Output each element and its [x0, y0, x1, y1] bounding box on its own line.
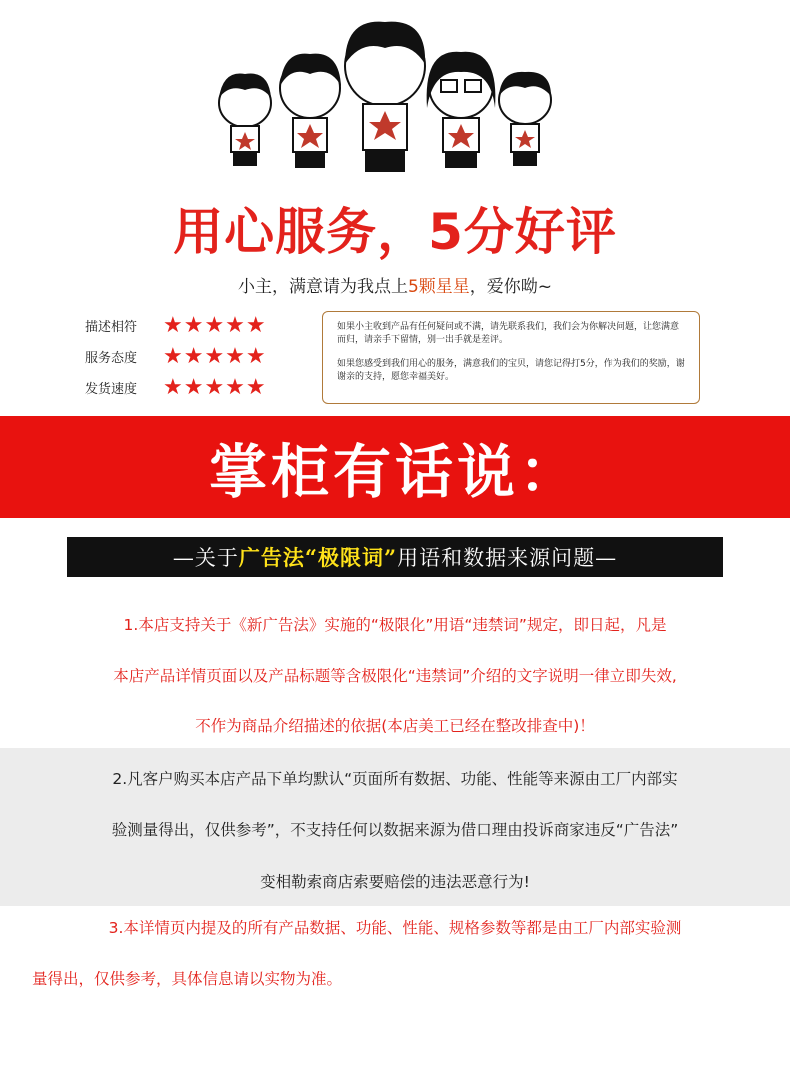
subbar-highlight-2: “极限词”: [304, 545, 398, 570]
note-paragraph-2: 如果您感受到我们用心的服务，满意我们的宝贝，请您记得打5分，作为我们的奖励，谢谢亲的支持，愿您幸福美好。: [337, 359, 685, 382]
ad-law-subheading: [67, 537, 723, 577]
subbar-highlight-1: 广告法: [238, 545, 305, 570]
notice-line: 不作为商品介绍描述的依据(本店美工已经在整改排查中)！: [195, 717, 595, 735]
notice-paragraph-3: [0, 906, 790, 1016]
subline-after: ，爱你呦~: [469, 277, 553, 297]
kid-1: [219, 74, 271, 167]
kid-5: [499, 72, 551, 166]
rating-label: 描述相符: [85, 320, 138, 335]
star-rating-icon: ★★★★★: [163, 343, 267, 369]
notice-line: 1.本店支持关于《新广告法》实施的“极限化”用语“违禁词”规定，即日起，凡是: [123, 616, 667, 634]
subline-highlight: 5颗星星: [407, 277, 470, 297]
cartoon-kids-illustration: [205, 8, 565, 188]
kid-3: [345, 22, 425, 172]
notice-paragraph-1: [0, 600, 790, 748]
note-paragraph-1: 如果小主收到产品有任何疑问或不满，请先联系我们，我们会为你解决问题，让您满意而归，请亲手下留情，别一出手就是差评。: [337, 322, 680, 345]
subbar-right: 用语和数据来源问题—: [397, 546, 618, 570]
notice-line: 3.本详情页内提及的所有产品数据、功能、性能、规格参数等都是由工厂内部实验测: [108, 919, 682, 937]
notice-line: 量得出，仅供参考，具体信息请以实物为准。: [32, 970, 343, 988]
shopkeeper-note-box: [322, 311, 700, 404]
star-rating-icon: ★★★★★: [163, 374, 267, 400]
kid-4: [427, 52, 496, 168]
notice-paragraph-2: [0, 748, 790, 906]
rating-label: 服务态度: [85, 351, 138, 366]
service-headline: 用心服务，5分好评: [173, 203, 617, 261]
rating-request-text: [0, 272, 790, 297]
subline-before: 小主，满意请为我点上: [237, 277, 408, 297]
banner-title: 掌柜有话说：: [208, 438, 581, 506]
notice-line: 2.凡客户购买本店产品下单均默认“页面所有数据、功能、性能等来源由工厂内部实: [112, 770, 678, 788]
subbar-left: —关于: [172, 546, 239, 570]
star-rating-icon: ★★★★★: [163, 312, 267, 338]
rating-label: 发货速度: [85, 382, 138, 397]
rating-row-description: [85, 310, 315, 341]
rating-row-service: [85, 341, 315, 372]
notice-line: 本店产品详情页面以及产品标题等含极限化“违禁词”介绍的文字说明一律立即失效,: [113, 667, 677, 685]
notice-line: 变相勒索商店索要赔偿的违法恶意行为!: [260, 873, 530, 891]
shopkeeper-banner: [0, 416, 790, 518]
rating-row-shipping: [85, 372, 315, 403]
rating-list: [85, 310, 315, 403]
notice-line: 验测量得出，仅供参考”，不支持任何以数据来源为借口理由投诉商家违反“广告法”: [111, 821, 679, 839]
kid-2: [280, 54, 341, 168]
